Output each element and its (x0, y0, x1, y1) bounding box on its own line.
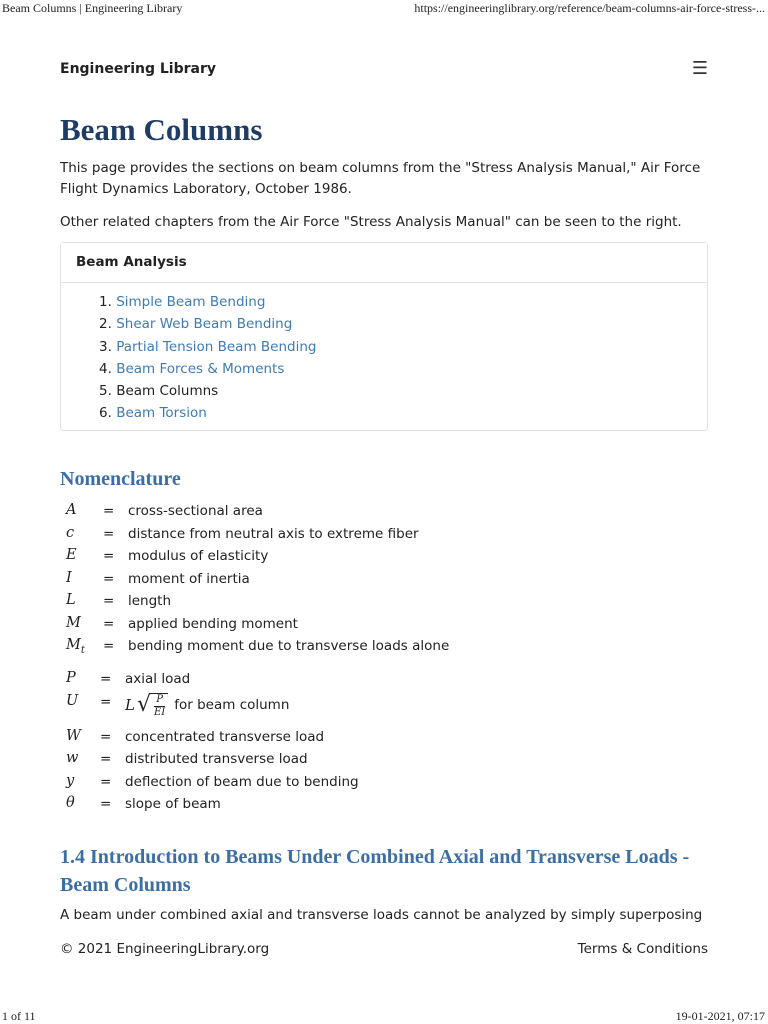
symbol: U (66, 692, 79, 709)
definition: bending moment due to transverse loads alone (128, 638, 450, 654)
definition: concentrated transverse load (125, 728, 325, 745)
symbol: w (66, 750, 79, 766)
definition: axial load (125, 671, 191, 687)
section-body-text: A beam under combined axial and transverse loads cannot be analyzed by simply superposing (60, 907, 703, 923)
toc-link-partial-tension-beam-bending[interactable]: Partial Tension Beam Bending (116, 338, 317, 355)
equals-sign: = (103, 593, 115, 609)
toc-link-beam-torsion[interactable]: Beam Torsion (116, 405, 207, 422)
print-page-title: Beam Columns | Engineering Library (2, 1, 183, 15)
definition: length (128, 593, 172, 609)
definition: deflection of beam due to bending (125, 773, 359, 790)
nomenclature-row (60, 568, 710, 591)
nomenclature-heading: Nomenclature (60, 468, 181, 490)
print-header (0, 0, 768, 18)
nomenclature-row (60, 590, 710, 613)
definition: distance from neutral axis to extreme fiber (128, 525, 419, 542)
symbol: L (66, 592, 76, 608)
toc-item-current: 5. Beam Columns (99, 383, 219, 400)
nomenclature-row (60, 771, 710, 794)
beam-analysis-card (60, 242, 708, 431)
beam-column-formula (125, 690, 289, 720)
nomenclature-row (60, 635, 710, 668)
definition: cross-sectional area (128, 503, 263, 519)
intro-paragraph: This page provides the sections on beam columns from the "Stress Analysis Manual," Air Force Flight Dynamics Laboratory, October 1986. (60, 160, 701, 197)
symbol: θ (66, 795, 75, 811)
hamburger-menu-icon[interactable]: ☰ (691, 58, 708, 79)
equals-sign: = (100, 796, 112, 812)
nomenclature-row (60, 613, 710, 636)
nomenclature-row (60, 545, 710, 568)
nomenclature-row (60, 793, 710, 816)
definition: slope of beam (125, 796, 221, 812)
print-page-url: https://engineeringlibrary.org/reference/beam-columns-air-force-stress-... (414, 1, 765, 15)
symbol: c (66, 524, 75, 541)
equals-sign: = (103, 525, 115, 542)
definition: for beam column (174, 696, 290, 713)
toc-item[interactable]: 2. Shear Web Beam Bending (99, 316, 293, 333)
fraction (151, 693, 168, 720)
print-page-number: 1 of 11 (2, 1009, 36, 1023)
square-root (137, 690, 168, 720)
equals-sign: = (103, 503, 115, 519)
toc-link-shear-web-beam-bending[interactable]: Shear Web Beam Bending (116, 316, 293, 333)
equals-sign: = (100, 693, 112, 710)
terms-link[interactable]: Terms & Conditions (577, 941, 708, 957)
equals-sign: = (103, 548, 115, 564)
nomenclature-row (60, 726, 710, 749)
definition: distributed transverse load (125, 751, 308, 767)
toc-item[interactable]: 1. Simple Beam Bending (99, 294, 266, 310)
equals-sign: = (100, 728, 112, 745)
definition: applied bending moment (128, 615, 298, 632)
formula-length-symbol: L (125, 695, 135, 714)
brand-link[interactable]: Engineering Library (60, 61, 216, 77)
nomenclature-table (60, 500, 710, 816)
symbol: y (66, 772, 75, 789)
print-footer (0, 1008, 768, 1024)
equals-sign: = (100, 773, 112, 790)
print-datetime: 19-01-2021, 07:17 (675, 1009, 765, 1023)
site-navbar (60, 58, 708, 84)
definition: moment of inertia (128, 570, 250, 587)
equals-sign: = (103, 638, 115, 654)
equals-sign: = (100, 751, 112, 767)
toc-link-beam-forces-moments[interactable]: Beam Forces & Moments (116, 360, 285, 377)
toc-link-simple-beam-bending[interactable]: Simple Beam Bending (116, 294, 266, 310)
card-title: Beam Analysis (61, 243, 707, 283)
symbol: E (66, 547, 77, 563)
toc-item[interactable]: 6. Beam Torsion (99, 405, 207, 422)
nomenclature-row (60, 500, 710, 523)
toc-list (61, 283, 707, 425)
nomenclature-row (60, 523, 710, 546)
radical-sign-icon: √ (136, 691, 151, 717)
symbol: A (66, 502, 77, 518)
equals-sign: = (103, 570, 115, 587)
symbol: M (66, 614, 81, 631)
copyright-text: © 2021 EngineeringLibrary.org (60, 941, 270, 957)
symbol: $M_t$ (66, 637, 85, 656)
section-heading: 1.4 Introduction to Beams Under Combined Axial and Transverse Loads - Beam Columns (60, 846, 690, 896)
definition: modulus of elasticity (128, 548, 269, 564)
symbol: I (66, 569, 72, 586)
nomenclature-row (60, 668, 710, 691)
symbol: W (66, 727, 81, 744)
equals-sign: = (100, 671, 112, 687)
page-title: Beam Columns (60, 112, 263, 147)
toc-item[interactable]: 4. Beam Forces & Moments (99, 360, 285, 377)
related-chapters-paragraph: Other related chapters from the Air Force "Stress Analysis Manual" can be seen to the right. (60, 214, 682, 230)
toc-item[interactable]: 3. Partial Tension Beam Bending (99, 338, 317, 355)
equals-sign: = (103, 615, 115, 632)
nomenclature-row (60, 748, 710, 771)
fraction-numerator: P (156, 693, 163, 705)
symbol: P (66, 670, 76, 686)
nomenclature-row (60, 691, 710, 726)
toc-current-beam-columns: Beam Columns (116, 383, 219, 400)
fraction-denominator: EI (154, 706, 166, 718)
